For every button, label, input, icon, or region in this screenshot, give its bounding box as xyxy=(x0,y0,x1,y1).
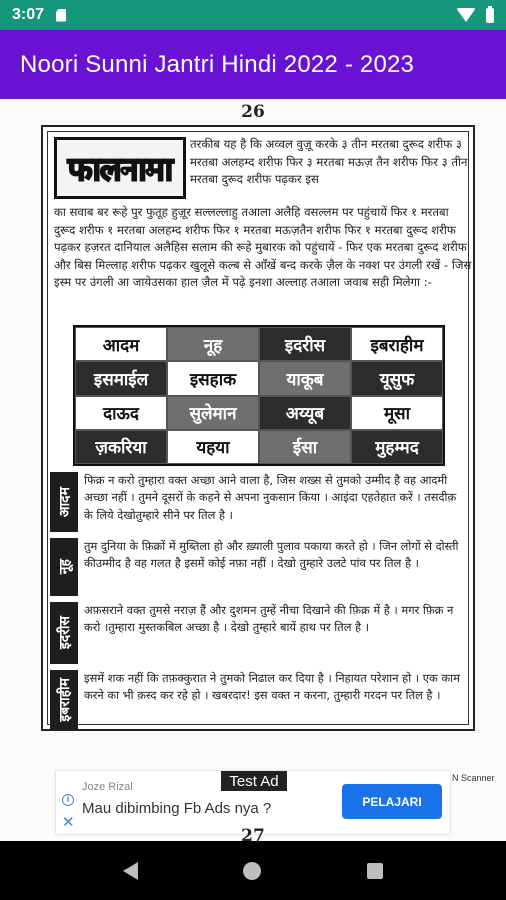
detail-name: इबराहीम xyxy=(56,678,73,722)
detail-row xyxy=(50,602,470,666)
scanned-page xyxy=(41,125,475,731)
sd-card-icon xyxy=(56,9,66,22)
detail-name: आदम xyxy=(56,486,73,518)
detail-tag xyxy=(50,602,78,664)
navigation-bar xyxy=(0,841,506,900)
ad-headline[interactable]: Mau dibimbing Fb Ads nya ? xyxy=(82,800,272,817)
grid-cell: याकूब xyxy=(259,361,351,395)
grid-cell: मुहम्मद xyxy=(351,430,443,464)
page-frame xyxy=(47,131,472,725)
detail-row xyxy=(50,538,470,598)
grid-cell: ज़करिया xyxy=(75,430,167,464)
grid-cell: यूसुफ xyxy=(351,361,443,395)
test-ad-label: Test Ad xyxy=(221,771,287,791)
detail-row xyxy=(50,670,470,730)
back-icon[interactable] xyxy=(123,862,138,880)
scanner-watermark: N Scanner xyxy=(452,773,495,783)
grid-cell: ईसा xyxy=(259,430,351,464)
detail-tag xyxy=(50,538,78,596)
grid-cell: इसमाईल xyxy=(75,361,167,395)
page-viewer[interactable] xyxy=(0,99,506,841)
detail-name: इदरीस xyxy=(56,616,73,650)
ad-info-icon[interactable]: i xyxy=(62,794,74,806)
grid-cell: इसहाक xyxy=(167,361,259,395)
ad-close-icon[interactable]: ✕ xyxy=(62,814,75,831)
detail-text: फिक्र न करो तुम्हारा वक्त अच्छा आने वाला है, जिस शख्स से तुमको उम्मीद है वह आदमी अच्छा नहीं । तुमने दूसरों के कहने से अपना नुकसान किया । आइंदा एहतेहात करें । तसदीक़ के लिये देखोतुम्हारे सीने पर तिल है । xyxy=(84,473,457,522)
grid-cell: यहया xyxy=(167,430,259,464)
detail-text: तुम दुनिया के फ़िक्रों में मुब्तिला हो और ख़्याली पुलाव पकाया करते हो । जिन लोगों से दोस्ती कीउम्मीद है वह गलत है इसमें कोई नफ़ा नहीं । देखो तुम्हारे उलटे पांव पर तिल है । xyxy=(84,539,459,571)
detail-text: इसमें शक नहीं कि तफ़क्कुरात ने तुमको निढाल कर दिया है । निहायत परेशान हो । एक काम करने का भी क़स्द कर रहे हो । खबरदार! इस वक्त न करना, तुम्हारी गरदन पर तिल है । xyxy=(84,671,460,703)
ad-cta-button[interactable]: PELAJARI xyxy=(342,784,442,819)
grid-cell: इदरीस xyxy=(259,327,351,361)
detail-name: नूह xyxy=(56,559,73,575)
status-icons xyxy=(456,8,494,23)
home-icon[interactable] xyxy=(243,862,261,880)
app-bar xyxy=(0,30,506,99)
status-time: 3:07 xyxy=(12,6,45,23)
grid-cell: इबराहीम xyxy=(351,327,443,361)
status-bar xyxy=(0,0,506,30)
grid-cell: दाऊद xyxy=(75,396,167,430)
detail-tag xyxy=(50,670,78,730)
grid-cell: अय्यूब xyxy=(259,396,351,430)
recents-icon[interactable] xyxy=(367,863,383,879)
detail-row xyxy=(50,472,470,534)
grid-cell: मूसा xyxy=(351,396,443,430)
page-heading: फालनामा xyxy=(54,137,186,199)
page-number: 26 xyxy=(241,102,265,122)
grid-cell: नूह xyxy=(167,327,259,361)
grid-cell: आदम xyxy=(75,327,167,361)
banner-ad[interactable] xyxy=(56,771,450,834)
wifi-icon xyxy=(456,8,476,22)
intro-text-top: तरकीब यह है कि अव्वल वुज़ू करके ३ तीन मरतबा दुरूद शरीफ ३ मरतबा अलहम्द शरीफ फिर ३ मरतबा मऊज़ तैन शरीफ फिर ३ तीन मरतबा दुरूद शरीफ पढ़कर इस xyxy=(190,137,468,187)
header-section xyxy=(50,134,470,329)
names-grid xyxy=(73,325,445,466)
detail-text: अफ़सराने वक्त तुमसे नराज़ हैं और दुशमन तुम्हें नीचा दिखाने की फ़िक्र में है । मगर फ़िक्र न करो ।तुम्हारा मुस्तकबिल अच्छा है । देखो तुम्हारे बायें हाथ पर तिल है । xyxy=(84,603,454,635)
grid-cell: सुलेमान xyxy=(167,396,259,430)
detail-tag xyxy=(50,472,78,532)
intro-text-bottom: का सवाब बर रूहे पुर फुतूह हुज़ूर सल्लल्लाहु तआला अलैहि वसल्लम पर पहुंचायें फिर १ मरतबा दुरूद शरीफ १ मरतबा अलहम्द शरीफ फिर १ मरतबा मऊज़तैन शरीफ फिर १ मरतबा दुरूद शरीफ पढ़कर हज़रत दानियाल अलैहिस सलाम की रूहे मुबारक को पहुंचायें - फिर एक मरतबा दुरूद शरीफ और बिस मिल्लाह शरीफ पढ़कर खुलूसे कल्ब से आँखें बन्द करके ज़ैल के नक्श पर उंगली रखें - जिस इस्म पर उंगली आ जायेउसका हाल ज़ैल में पढ़े इनशा अल्लाह तआला जवाब सही मिलेगा :- xyxy=(54,205,472,290)
app-title: Noori Sunni Jantri Hindi 2022 - 2023 xyxy=(20,50,415,78)
battery-icon xyxy=(486,8,494,23)
ad-advertiser: Joze Rizal xyxy=(82,781,133,793)
next-page-number: 27 xyxy=(241,826,265,841)
